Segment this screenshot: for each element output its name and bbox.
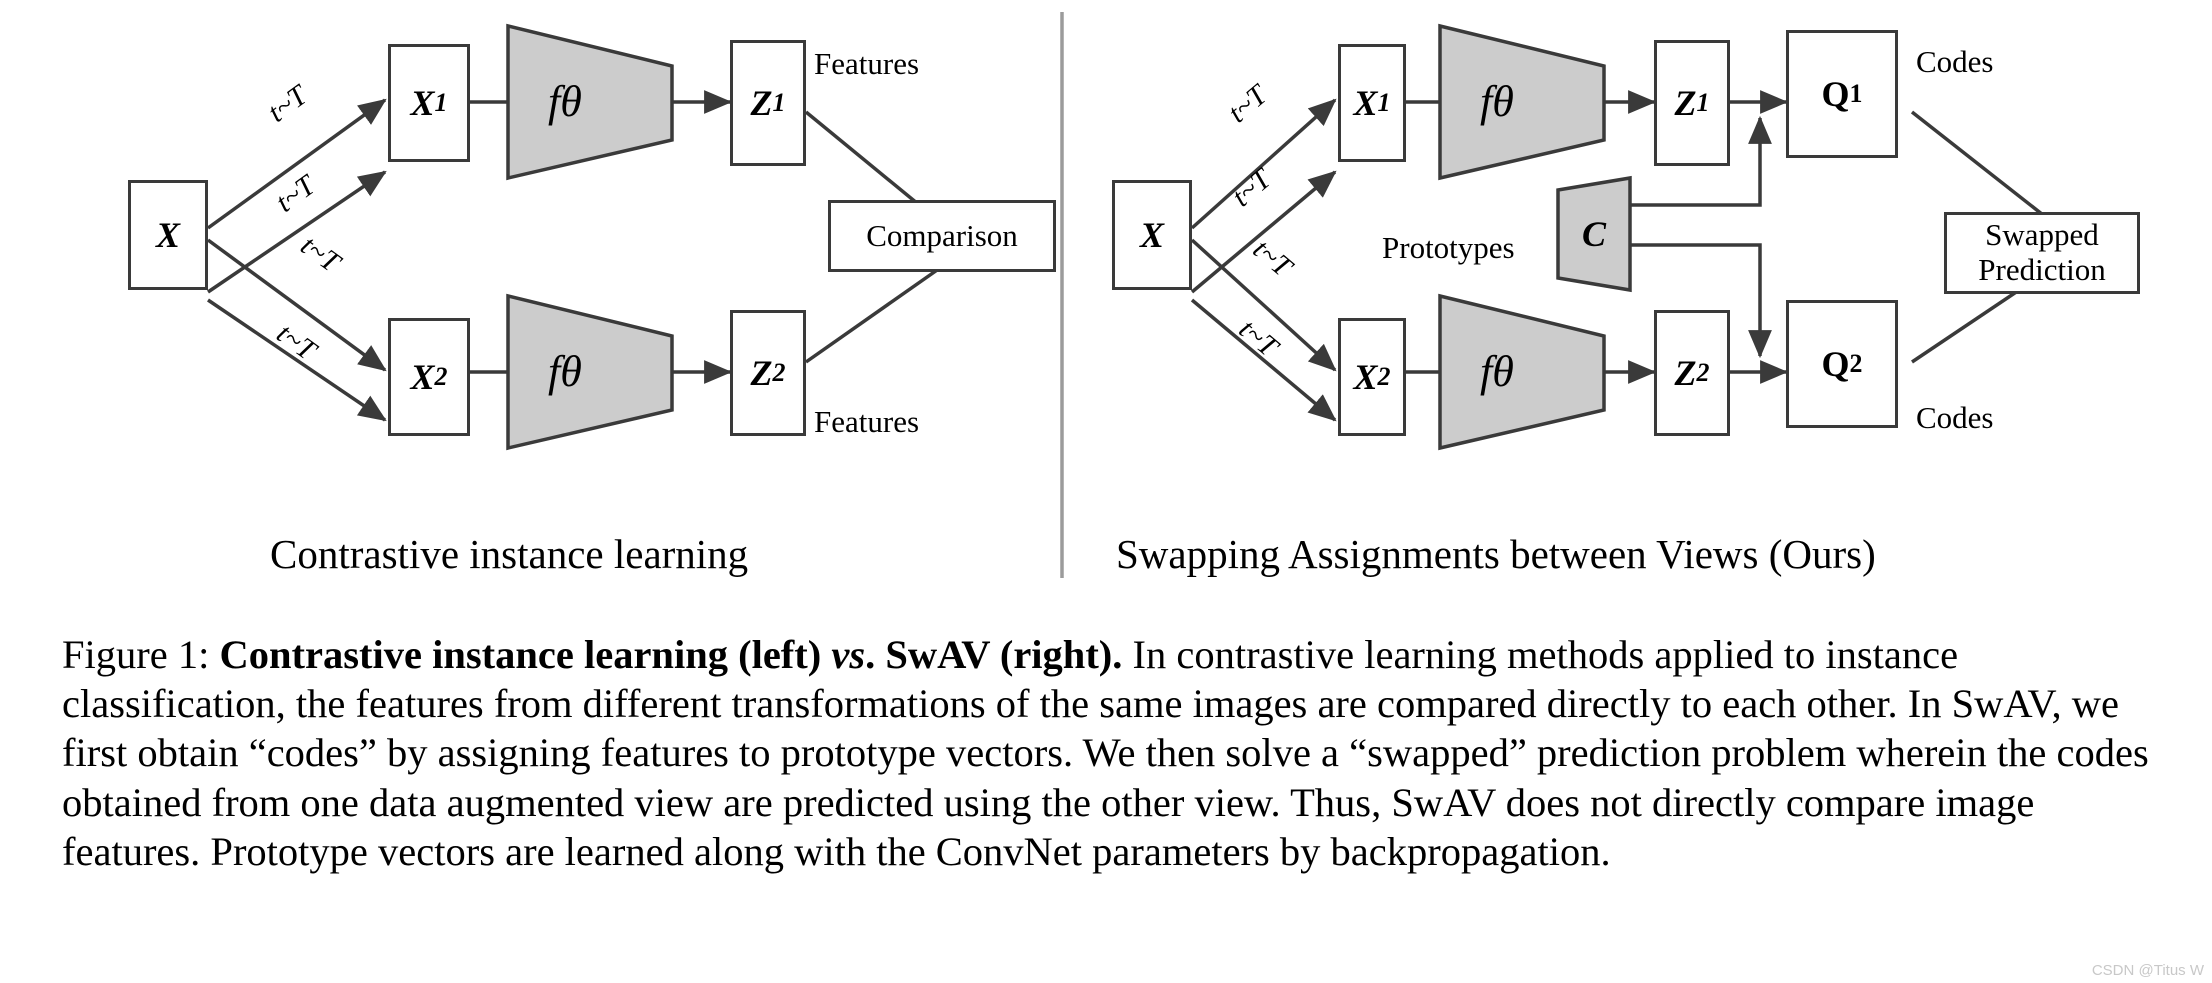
left-node-z2-sub: 2	[772, 358, 786, 387]
right-node-q2	[1786, 300, 1898, 428]
right-node-z1-sub: 1	[1696, 88, 1710, 117]
left-encoder-top-shape	[508, 26, 672, 178]
right-node-q1-sub: 1	[1849, 79, 1863, 108]
right-edge-q1-swapped	[1912, 112, 2052, 222]
right-encoder-bottom-label: fθ	[1480, 347, 1514, 396]
right-encoder-top-shape	[1440, 26, 1604, 178]
right-node-x2-label: X	[1353, 357, 1378, 397]
right-node-q1	[1786, 30, 1898, 158]
right-node-x1	[1338, 44, 1406, 162]
figure-caption-body: In contrastive learning methods applied to instance classification, the features from different transformations of the same images are compared directly to each other. In SwAV, we first obtain “codes” by assigning features to prototype vectors. We then solve a “swapped” prediction problem wherein the codes obtained from one data augmented view are predicted using the other view. Thus, SwAV does not directly compare image features. Prototype vectors are learned along with the ConvNet parameters by backpropagation.	[62, 632, 2149, 874]
right-node-z2-sub: 2	[1696, 358, 1710, 387]
left-node-x2	[388, 318, 470, 436]
left-node-z1-sub: 1	[772, 88, 786, 117]
right-node-x1-sub: 1	[1377, 88, 1391, 117]
right-node-swapped-prediction	[1944, 212, 2140, 294]
right-node-c-label: C	[1581, 214, 1606, 254]
swapped-prediction-line1: Swapped	[1985, 217, 2099, 253]
right-edge-label-2: t~T	[1226, 163, 1278, 214]
left-node-z1-label: Z	[750, 83, 773, 123]
right-node-z1	[1654, 40, 1730, 166]
left-node-comparison-label: Comparison	[866, 217, 1018, 253]
left-encoder-top-label: fθ	[548, 77, 582, 126]
figure-caption-bold-2: . SwAV (right).	[865, 632, 1123, 677]
left-node-z2	[730, 310, 806, 436]
left-node-comparison	[828, 200, 1056, 272]
right-codes-label-top: Codes	[1916, 44, 1994, 79]
left-node-x2-label: X	[410, 357, 435, 397]
watermark: CSDN @Titus W	[2091, 962, 2204, 979]
left-node-z2-label: Z	[750, 353, 773, 393]
right-encoder-top-label: fθ	[1480, 77, 1514, 126]
right-encoder-bottom-shape	[1440, 296, 1604, 448]
left-edge-z2-comparison	[806, 268, 940, 362]
left-node-x1-sub: 1	[434, 88, 448, 117]
right-node-q1-label: Q	[1821, 74, 1850, 114]
left-features-label-bottom: Features	[814, 404, 920, 439]
right-edge-label-4: t~T	[1232, 313, 1284, 364]
left-node-x1-label: X	[410, 83, 435, 123]
left-encoder-bottom-shape	[508, 296, 672, 448]
left-node-x-label: X	[155, 215, 180, 255]
right-node-x1-label: X	[1353, 83, 1378, 123]
right-panel-caption: Swapping Assignments between Views (Ours)	[1116, 531, 1876, 577]
left-panel-caption: Contrastive instance learning	[270, 531, 749, 577]
left-edge-label-3: t~T	[294, 229, 346, 279]
right-edge-x-to-x1	[1192, 100, 1335, 228]
right-node-x2	[1338, 318, 1406, 436]
right-edge-label-1: t~T	[1222, 79, 1274, 130]
right-node-z1-label: Z	[1674, 83, 1697, 123]
prototypes-label: Prototypes	[1382, 230, 1515, 265]
left-node-z1	[730, 40, 806, 166]
right-node-x2-sub: 2	[1377, 362, 1391, 391]
figure-caption-label: Figure 1:	[62, 632, 210, 677]
right-node-q2-sub: 2	[1849, 349, 1863, 378]
right-node-x-label: X	[1139, 215, 1164, 255]
left-node-x	[128, 180, 208, 290]
left-edge-label-4: t~T	[270, 317, 322, 367]
right-edge-label-3: t~T	[1246, 233, 1298, 284]
figure-caption-bold-1: Contrastive instance learning (left)	[219, 632, 832, 677]
swapped-prediction-line2: Prediction	[1978, 252, 2106, 287]
left-features-label-top: Features	[814, 46, 920, 81]
left-node-x2-sub: 2	[434, 362, 448, 391]
figure-caption-vs: vs	[831, 632, 866, 677]
right-node-z2	[1654, 310, 1730, 436]
right-node-z2-label: Z	[1674, 353, 1697, 393]
right-node-q2-label: Q	[1821, 344, 1850, 384]
figure-caption	[62, 630, 2158, 876]
left-node-x1	[388, 44, 470, 162]
left-encoder-bottom-label: fθ	[548, 347, 582, 396]
right-codes-label-bottom: Codes	[1916, 400, 1994, 435]
left-edge-label-2: t~T	[270, 169, 322, 219]
left-edge-label-1: t~T	[262, 79, 314, 129]
right-node-x	[1112, 180, 1192, 290]
